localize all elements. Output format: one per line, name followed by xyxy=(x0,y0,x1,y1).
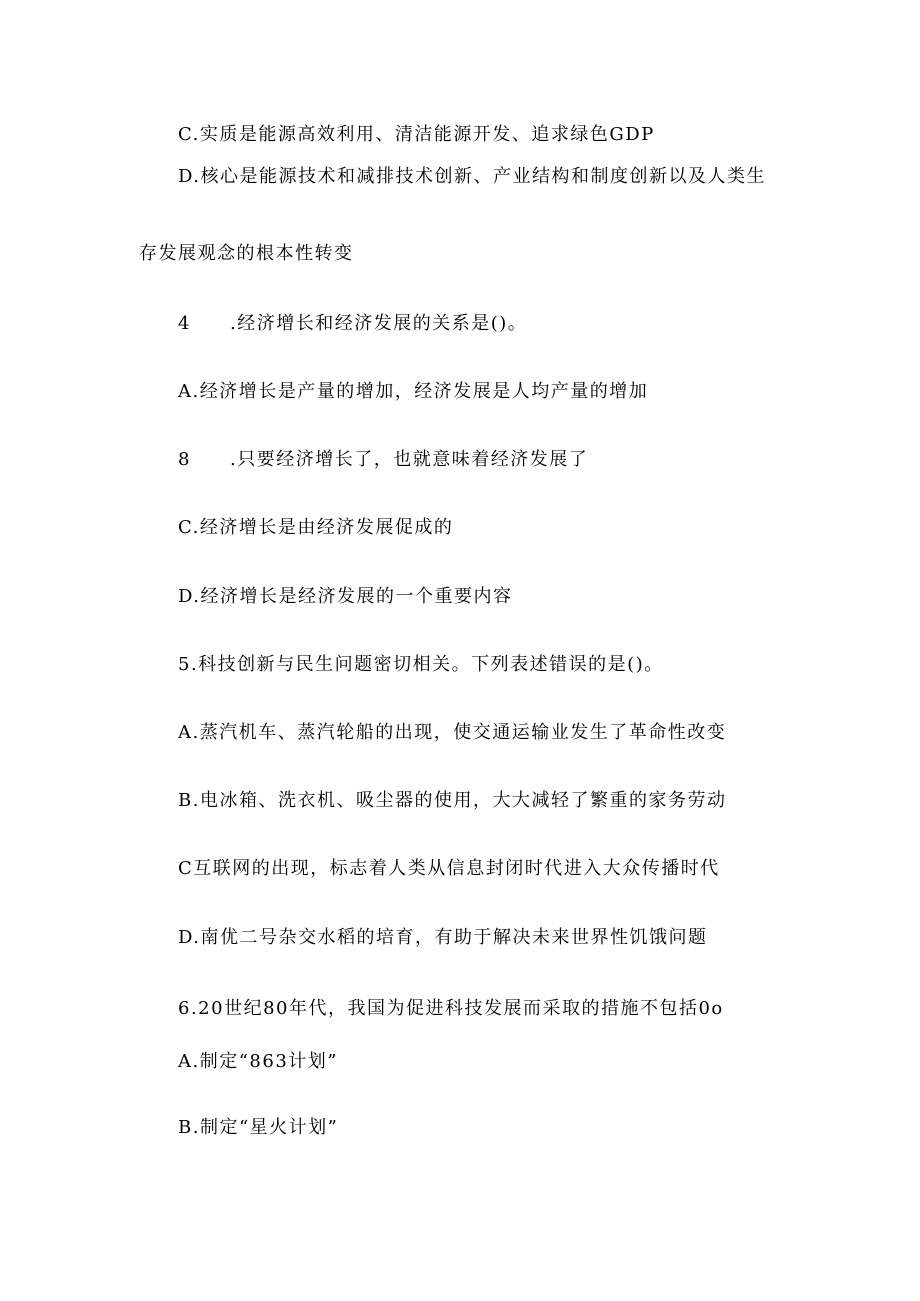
option-d-core-line1: D.核心是能源技术和减排技术创新、产业结构和制度创新以及人类生 xyxy=(178,166,767,187)
option-a-tech: A.蒸汽机车、蒸汽轮船的出现，使交通运输业发生了革命性改变 xyxy=(178,722,727,743)
option-c-energy: C.实质是能源高效利用、清洁能源开发、追求绿色GDP xyxy=(178,124,655,145)
option-b-tech: B.电冰箱、洗衣机、吸尘器的使用，大大减轻了繁重的家务劳动 xyxy=(178,790,727,811)
option-b-growth xyxy=(178,449,588,471)
option-a-growth: A.经济增长是产量的增加，经济发展是人均产量的增加 xyxy=(178,381,649,402)
option-c-tech: C互联网的出现，标志着人类从信息封闭时代进入大众传播时代 xyxy=(178,858,720,879)
option-d-growth: D.经济增长是经济发展的一个重要内容 xyxy=(178,586,513,607)
option-d-core-line2: 存发展观念的根本性转变 xyxy=(139,243,354,264)
question-5: 5.科技创新与民生问题密切相关。下列表述错误的是()。 xyxy=(178,654,664,675)
option-a-plan: A.制定“863计划” xyxy=(178,1051,338,1072)
option-b-plan: B.制定“星火计划” xyxy=(178,1117,339,1138)
option-b-number: 8 xyxy=(178,449,191,470)
question-4 xyxy=(178,313,527,335)
question-4-text: .经济增长和经济发展的关系是()。 xyxy=(230,313,528,334)
option-b-text: .只要经济增长了，也就意味着经济发展了 xyxy=(230,449,589,470)
question-4-number: 4 xyxy=(178,313,191,334)
question-6: 6.20世纪80年代，我国为促进科技发展而采取的措施不包括0o xyxy=(178,998,724,1019)
option-d-tech: D.南优二号杂交水稻的培育，有助于解决未来世界性饥饿问题 xyxy=(178,927,708,948)
option-c-growth: C.经济增长是由经济发展促成的 xyxy=(178,517,454,538)
